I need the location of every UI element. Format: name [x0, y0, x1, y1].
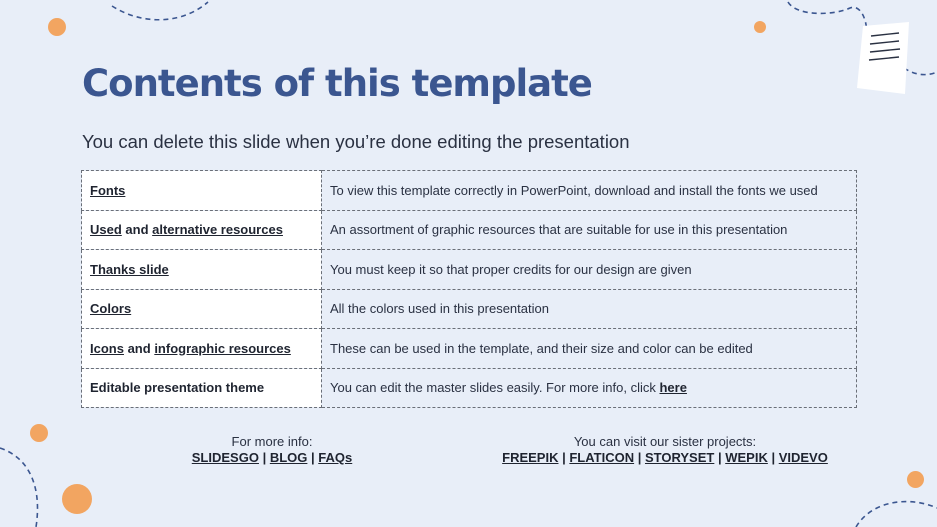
- alternative-resources-link[interactable]: alternative resources: [152, 222, 283, 238]
- thanks-slide-link[interactable]: Thanks slide: [90, 261, 169, 277]
- link-separator: |: [714, 450, 726, 465]
- row-description: You must keep it so that proper credits for our design are given: [322, 250, 857, 290]
- infographic-resources-link[interactable]: infographic resources: [154, 340, 291, 356]
- slide-title: Contents of this template: [82, 62, 592, 105]
- footer-more-info-caption: For more info:: [231, 434, 313, 449]
- storyset-link[interactable]: STORYSET: [644, 450, 715, 465]
- footer-sister-projects-caption: You can visit our sister projects:: [573, 434, 757, 449]
- row-description: All the colors used in this presentation: [322, 289, 857, 329]
- blog-link[interactable]: BLOG: [269, 450, 308, 465]
- table-row: [82, 289, 857, 329]
- row-label-editable-theme: Editable presentation theme: [82, 368, 322, 408]
- row-label-cell: [82, 289, 322, 329]
- bottom-right-dashed-curve: [856, 502, 937, 527]
- row-description: These can be used in the template, and their size and color can be edited: [322, 329, 857, 369]
- orange-dot-top-right: [754, 21, 766, 33]
- row-label-connector: and: [123, 340, 155, 356]
- row-description-cell: [322, 368, 857, 408]
- link-separator: |: [634, 450, 645, 465]
- wepik-link[interactable]: WEPIK: [725, 450, 768, 465]
- footer-sister-projects: [474, 434, 856, 466]
- footer-more-info-links: [142, 450, 402, 466]
- table-row: [82, 329, 857, 369]
- fonts-link[interactable]: Fonts: [90, 182, 126, 198]
- used-resources-link[interactable]: Used: [90, 222, 122, 238]
- row-label-cell: [82, 329, 322, 369]
- bottom-left-dashed-curve: [0, 448, 38, 527]
- table-row: [82, 171, 857, 211]
- orange-dot-bottom-left: [62, 484, 92, 514]
- footer-more-info: [142, 434, 402, 466]
- row-label-cell: [82, 250, 322, 290]
- row-label-connector: and: [121, 222, 153, 238]
- videvo-link[interactable]: VIDEVO: [778, 450, 828, 465]
- flaticon-link[interactable]: FLATICON: [569, 450, 635, 465]
- top-dashed-curve: [112, 2, 208, 20]
- slide-subtitle: You can delete this slide when you’re done editing the presentation: [82, 131, 630, 152]
- row-description: An assortment of graphic resources that are suitable for use in this presentation: [322, 210, 857, 250]
- row-description: You can edit the master slides easily. For more info, click: [330, 380, 660, 396]
- link-separator: |: [767, 450, 779, 465]
- freepik-link[interactable]: FREEPIK: [502, 450, 559, 465]
- document-paper-icon: [855, 20, 915, 100]
- footer-sister-projects-links: [474, 450, 856, 466]
- table-row: [82, 368, 857, 408]
- row-label-cell: [82, 171, 322, 211]
- orange-dot-left-mid: [30, 424, 48, 442]
- orange-dot-top-left: [48, 18, 66, 36]
- link-separator: |: [558, 450, 570, 465]
- faqs-link[interactable]: FAQs: [318, 450, 353, 465]
- orange-dot-bottom-right: [907, 471, 924, 488]
- contents-table: [81, 170, 857, 408]
- row-description: To view this template correctly in PowerPoint, download and install the fonts we used: [322, 171, 857, 211]
- icons-link[interactable]: Icons: [90, 340, 124, 356]
- link-separator: |: [307, 450, 319, 465]
- table-row: [82, 250, 857, 290]
- table-row: [82, 210, 857, 250]
- colors-link[interactable]: Colors: [90, 301, 132, 317]
- link-separator: |: [258, 450, 270, 465]
- row-label-cell: [82, 210, 322, 250]
- here-link[interactable]: here: [659, 380, 687, 396]
- slidesgo-link[interactable]: SLIDESGO: [191, 450, 259, 465]
